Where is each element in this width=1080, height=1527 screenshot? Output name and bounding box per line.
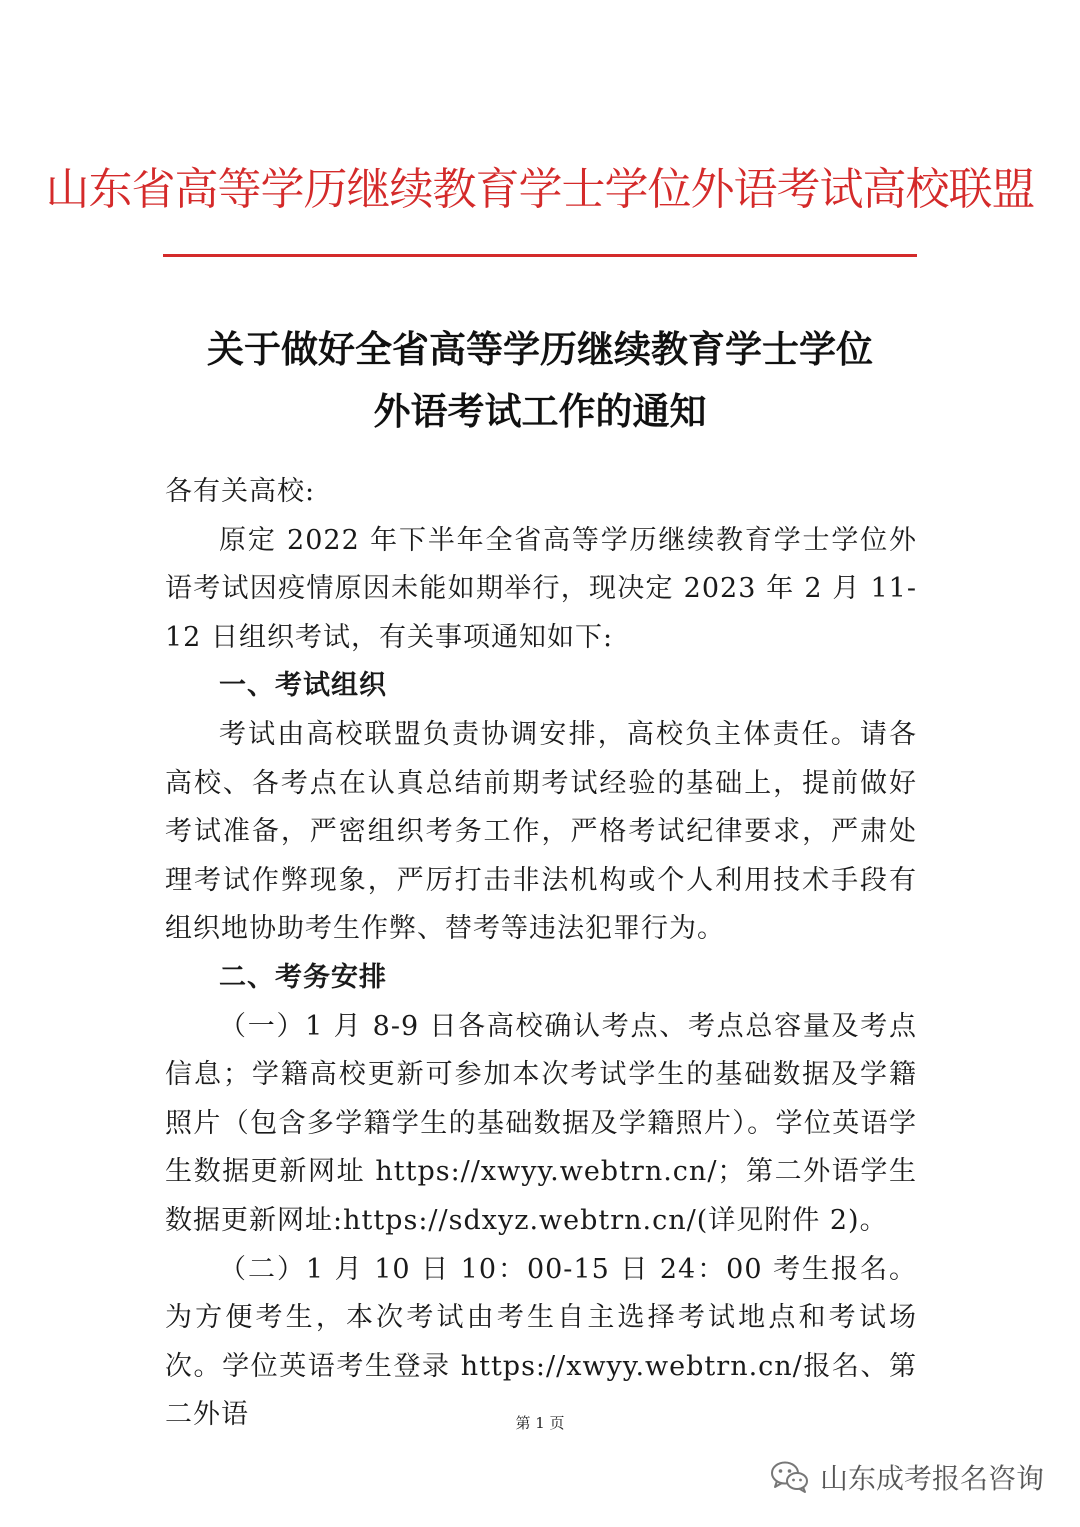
document-body	[165, 468, 917, 1440]
section-2-heading: 二、考务安排	[219, 961, 387, 993]
letterhead-org-name: 山东省高等学历继续教育学士学位外语考试高校联盟	[45, 164, 1035, 215]
account-watermark	[770, 1452, 1044, 1502]
section-2-item-2: （二）1 月 10 日 10：00-15 日 24：00 考生报名。为方便考生，本次考试由考生自主选择考试地点和考试场次。学位英语考生登录 https://xwyy.webtrn.cn/报名、第二外语	[165, 1253, 917, 1431]
wechat-icon	[770, 1460, 810, 1494]
section-1-heading: 一、考试组织	[219, 670, 387, 702]
document-title	[0, 318, 1080, 442]
watermark-text: 山东成考报名咨询	[819, 1462, 1044, 1495]
intro-paragraph: 原定 2022 年下半年全省高等学历继续教育学士学位外语考试因疫情原因未能如期举行，现决定 2023 年 2 月 11-12 日组织考试，有关事项通知如下:	[165, 524, 917, 653]
section-2-item-1: （一）1 月 8-9 日各高校确认考点、考点总容量及考点信息；学籍高校更新可参加本次考试学生的基础数据及学籍照片（包含多学籍学生的基础数据及学籍照片）。学位英语学生数据更新网址 https://xwyy.webtrn.cn/；第二外语学生数据更新网址:https://sdxyz.webtrn.cn/(详见附件 2)。	[165, 1010, 917, 1236]
section-1-paragraph: 考试由高校联盟负责协调安排，高校负主体责任。请各高校、各考点在认真总结前期考试经验的基础上，提前做好考试准备，严密组织考务工作，严格考试纪律要求，严肃处理考试作弊现象，严厉打击非法机构或个人利用技术手段有组织地协助考生作弊、替考等违法犯罪行为。	[165, 718, 917, 945]
page-number: 第 1 页	[515, 1414, 565, 1432]
document-title-line-2: 外语考试工作的通知	[373, 389, 707, 433]
salutation: 各有关高校:	[165, 476, 316, 507]
document-title-line-1: 关于做好全省高等学历继续教育学士学位	[207, 327, 873, 371]
letterhead-red-rule	[163, 254, 917, 257]
